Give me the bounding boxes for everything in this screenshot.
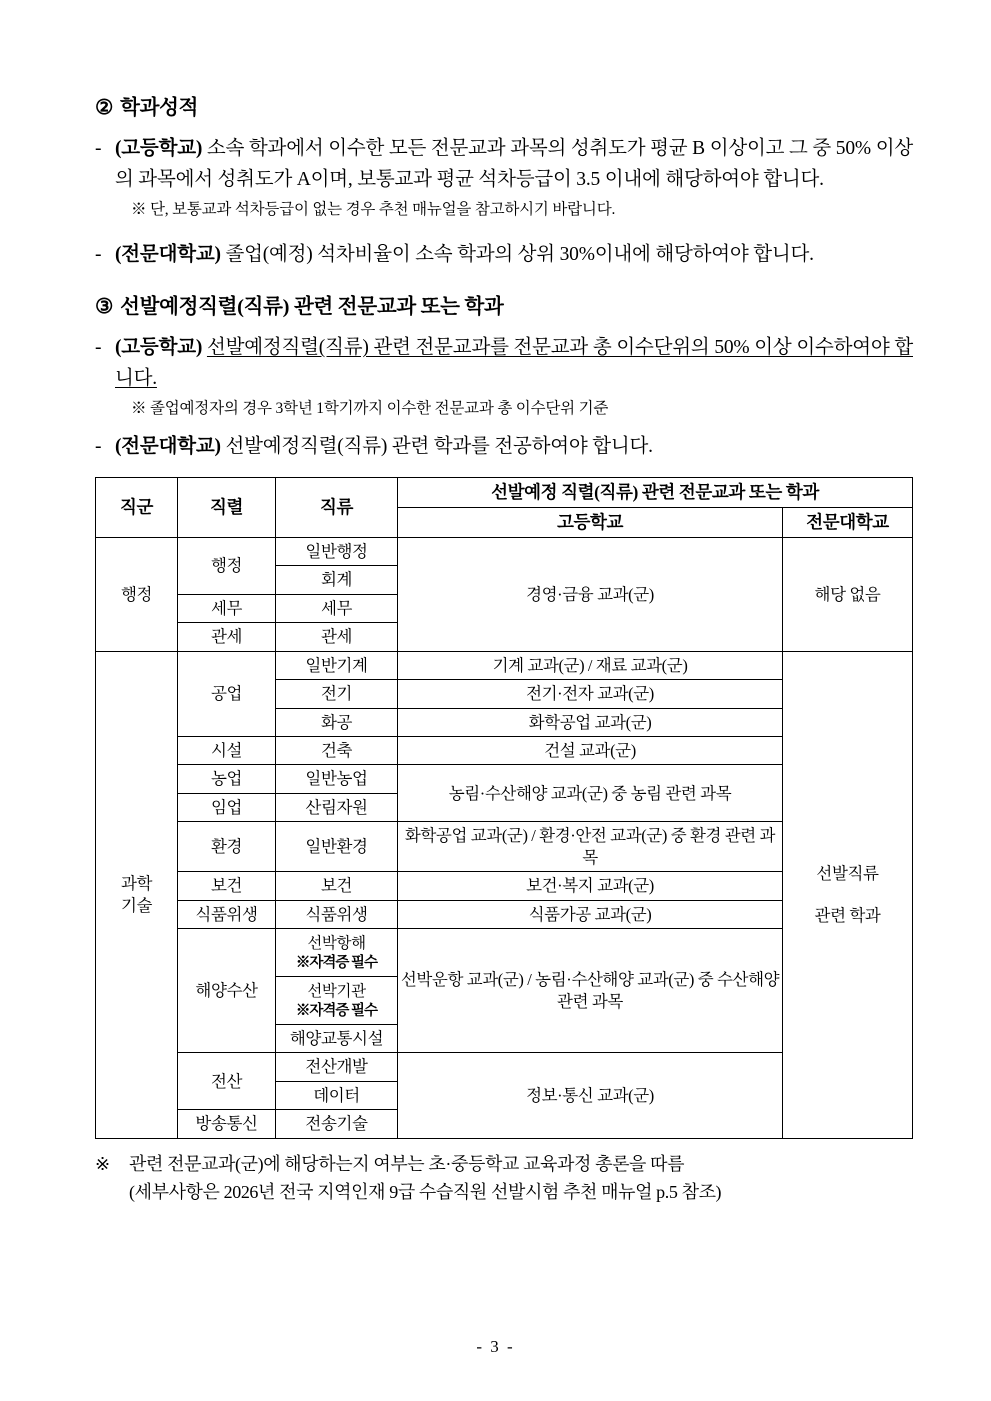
bullet-dash: - bbox=[95, 137, 102, 159]
series-cell: 공업 bbox=[178, 651, 276, 736]
high-cell: 보건·복지 교과(군) bbox=[398, 872, 783, 900]
series-cell: 해양수산 bbox=[178, 929, 276, 1053]
header-col2: 직렬 bbox=[178, 478, 276, 538]
section-heading-2 bbox=[95, 95, 913, 123]
type-cell: 보건 bbox=[276, 872, 398, 900]
header-col3: 직류 bbox=[276, 478, 398, 538]
high-cell: 식품가공 교과(군) bbox=[398, 900, 783, 928]
page-number: - 3 - bbox=[476, 1337, 515, 1356]
footnote-mark: ※ bbox=[95, 1153, 111, 1174]
type-cell: 전기 bbox=[276, 680, 398, 708]
bullet-2-2 bbox=[95, 239, 913, 271]
high-cell: 전기·전자 교과(군) bbox=[398, 680, 783, 708]
high-cell: 기계 교과(군) / 재료 교과(군) bbox=[398, 651, 783, 679]
type-cell: 데이터 bbox=[276, 1081, 398, 1109]
series-cell: 세무 bbox=[178, 594, 276, 622]
type-cell: 건축 bbox=[276, 736, 398, 764]
bullet-3-1-body: 선발예정직렬(직류) 관련 전문교과를 전문교과 총 이수단위의 50% 이상 이수하여야 합니다. bbox=[115, 336, 913, 390]
table-header-row-1 bbox=[96, 478, 913, 508]
section-title-2: 학과성적 bbox=[120, 97, 199, 119]
type-cell: 일반행정 bbox=[276, 537, 398, 565]
high-cell: 정보·통신 교과(군) bbox=[398, 1053, 783, 1138]
footnote-line-2: (세부사항은 2026년 전국 지역인재 9급 수습직원 선발시험 추천 매뉴얼 p.5 참조) bbox=[129, 1181, 722, 1202]
bullet-2-2-body: 졸업(예정) 석차비율이 소속 학과의 상위 30%이내에 해당하여야 합니다. bbox=[225, 243, 814, 265]
type-cell: 관세 bbox=[276, 623, 398, 651]
series-cell: 농업 bbox=[178, 765, 276, 793]
series-cell: 전산 bbox=[178, 1053, 276, 1110]
series-cell: 임업 bbox=[178, 793, 276, 821]
type-cell: 전산개발 bbox=[276, 1053, 398, 1081]
header-col1: 직군 bbox=[96, 478, 178, 538]
type-label: 선박항해 bbox=[307, 935, 366, 953]
section-title-3: 선발예정직렬(직류) 관련 전문교과 또는 학과 bbox=[120, 296, 504, 319]
bullet-2-2-label: (전문대학교) bbox=[115, 243, 221, 265]
group-cell-haengjeong: 행정 bbox=[96, 537, 178, 651]
bullet-2-2-text bbox=[115, 239, 913, 271]
type-cell: 화공 bbox=[276, 708, 398, 736]
section-number-3: ③ bbox=[95, 296, 114, 319]
high-cell: 건설 교과(군) bbox=[398, 736, 783, 764]
section-heading-3 bbox=[95, 294, 913, 322]
bullet-3-1-text bbox=[115, 332, 913, 395]
group-label-line1: 과학 bbox=[120, 874, 153, 894]
type-cell bbox=[276, 929, 398, 977]
type-cell: 해양교통시설 bbox=[276, 1025, 398, 1053]
group-label-line2: 기술 bbox=[120, 895, 153, 915]
table-row bbox=[96, 651, 913, 679]
note-3-1: ※ 졸업예정자의 경우 3학년 1학기까지 이수한 전문교과 총 이수단위 기준 bbox=[131, 400, 609, 418]
bullet-2-1-body: 소속 학과에서 이수한 모든 전문교과 과목의 성취도가 평균 B 이상이고 그 중 50% 이상의 과목에서 성취도가 A이며, 보통교과 평균 석차등급이 3.5 이내에 해당하여야 합니다. bbox=[115, 137, 913, 191]
bullet-dash: - bbox=[95, 243, 102, 265]
series-cell: 방송통신 bbox=[178, 1110, 276, 1138]
bullet-2-1 bbox=[95, 133, 913, 196]
bullet-2-1-label: (고등학교) bbox=[115, 137, 203, 159]
footnote-line-1: 관련 전문교과(군)에 해당하는지 여부는 초·중등학교 교육과정 총론을 따름 bbox=[129, 1153, 685, 1174]
high-cell: 화학공업 교과(군) bbox=[398, 708, 783, 736]
bullet-3-2-body: 선발예정직렬(직류) 관련 학과를 전공하여야 합니다. bbox=[225, 435, 653, 457]
type-cell: 회계 bbox=[276, 566, 398, 594]
footnote-text bbox=[129, 1151, 721, 1207]
series-cell: 시설 bbox=[178, 736, 276, 764]
series-cell: 행정 bbox=[178, 537, 276, 594]
type-cell: 일반기계 bbox=[276, 651, 398, 679]
table-footnote bbox=[95, 1151, 913, 1207]
bullet-2-1-text bbox=[115, 133, 913, 196]
college-label-line2: 관련 학과 bbox=[814, 906, 881, 926]
header-span-title: 선발예정 직렬(직류) 관련 전문교과 또는 학과 bbox=[398, 478, 913, 508]
bullet-3-1 bbox=[95, 332, 913, 395]
qualification-table bbox=[95, 477, 913, 1138]
type-cell: 산림자원 bbox=[276, 793, 398, 821]
bullet-3-2-text bbox=[115, 431, 913, 463]
type-cell: 전송기술 bbox=[276, 1110, 398, 1138]
high-cell: 화학공업 교과(군) / 환경·안전 교과(군) 중 환경 관련 과목 bbox=[398, 822, 783, 872]
bullet-3-2-label: (전문대학교) bbox=[115, 435, 221, 457]
type-note: ※자격증 필수 bbox=[295, 1003, 378, 1020]
college-cell: 해당 없음 bbox=[782, 537, 912, 651]
type-cell: 일반환경 bbox=[276, 822, 398, 872]
type-cell: 식품위생 bbox=[276, 900, 398, 928]
series-cell: 식품위생 bbox=[178, 900, 276, 928]
high-cell: 경영·금융 교과(군) bbox=[398, 537, 783, 651]
type-cell: 세무 bbox=[276, 594, 398, 622]
type-note: ※자격증 필수 bbox=[295, 955, 378, 972]
type-label: 선박기관 bbox=[307, 983, 366, 1001]
series-cell: 관세 bbox=[178, 623, 276, 651]
bullet-3-2 bbox=[95, 431, 913, 463]
note-2-1: ※ 단, 보통교과 석차등급이 없는 경우 추천 매뉴얼을 참고하시기 바랍니다. bbox=[131, 200, 616, 218]
type-cell bbox=[276, 977, 398, 1025]
high-cell: 선박운항 교과(군) / 농림·수산해양 교과(군) 중 수산해양 관련 과목 bbox=[398, 929, 783, 1053]
header-sub-high: 고등학교 bbox=[398, 508, 783, 538]
group-cell-gwahak bbox=[96, 651, 178, 1138]
college-cell bbox=[782, 651, 912, 1138]
high-cell: 농림·수산해양 교과(군) 중 농림 관련 과목 bbox=[398, 765, 783, 822]
type-cell: 일반농업 bbox=[276, 765, 398, 793]
bullet-3-1-label: (고등학교) bbox=[115, 336, 203, 358]
series-cell: 환경 bbox=[178, 822, 276, 872]
series-cell: 보건 bbox=[178, 872, 276, 900]
bullet-dash: - bbox=[95, 336, 102, 358]
header-sub-college: 전문대학교 bbox=[782, 508, 912, 538]
college-label-line1: 선발직류 bbox=[816, 863, 879, 883]
bullet-dash: - bbox=[95, 435, 102, 457]
table-row bbox=[96, 537, 913, 565]
section-number-2: ② bbox=[95, 97, 114, 119]
